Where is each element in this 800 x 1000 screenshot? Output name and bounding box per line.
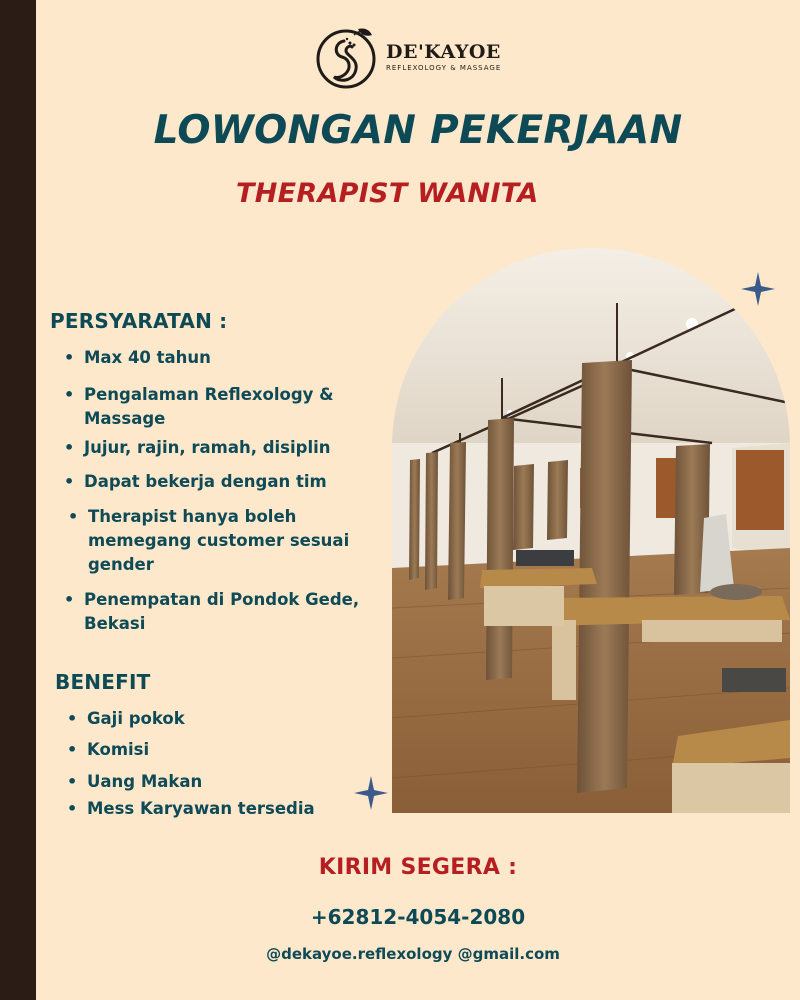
sparkle-icon	[354, 776, 388, 810]
requirement-item: • Therapist hanya boleh memegang customer sesuai gender	[68, 505, 388, 577]
requirement-item: • Penempatan di Pondok Gede, Bekasi	[64, 588, 384, 636]
call-to-action: KIRIM SEGERA :	[318, 855, 518, 880]
requirement-item: • Pengalaman Reflexology & Massage	[64, 383, 374, 431]
massage-room-photo	[392, 248, 790, 813]
benefit-item: • Mess Karyawan tersedia	[67, 797, 367, 821]
brand-logo	[314, 24, 501, 90]
benefits-heading: BENEFIT	[55, 670, 151, 694]
benefit-item: • Komisi	[67, 738, 367, 762]
benefit-item: • Uang Makan	[67, 770, 367, 794]
phone-number[interactable]: +62812-4054-2080	[310, 905, 526, 929]
email-address[interactable]: @dekayoe.reflexology @gmail.com	[266, 945, 560, 963]
requirement-item: • Jujur, rajin, ramah, disiplin	[64, 436, 384, 460]
requirement-item: • Dapat bekerja dengan tim	[64, 470, 384, 494]
position-title: THERAPIST WANITA	[236, 178, 539, 209]
requirements-heading: PERSYARATAN :	[50, 309, 228, 333]
brand-logo-icon	[314, 25, 378, 89]
requirement-item: • Max 40 tahun	[64, 346, 384, 370]
brand-tagline: REFLEXOLOGY & MASSAGE	[386, 64, 502, 72]
benefit-item: • Gaji pokok	[67, 707, 367, 731]
brand-name: DE'KAYOE	[386, 41, 501, 63]
sparkle-icon	[741, 272, 775, 306]
headline: LOWONGAN PEKERJAAN	[153, 108, 683, 153]
